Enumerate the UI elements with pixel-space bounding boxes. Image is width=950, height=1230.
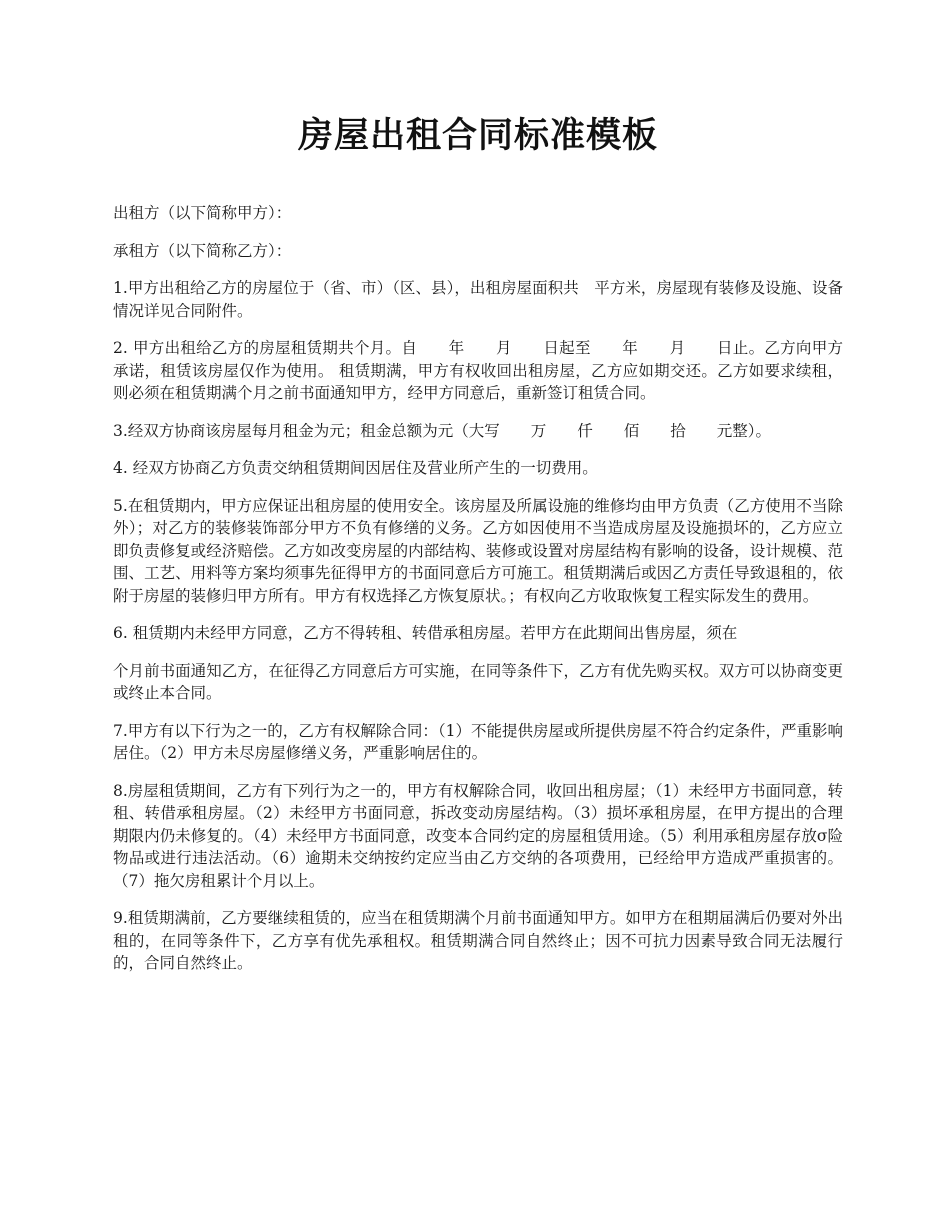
clause-3: 3.经双方协商该房屋每月租金为元；租金总额为元（大写 万 仟 佰 拾 元整）。 [113,421,772,440]
clause-6-continued: 个月前书面通知乙方，在征得乙方同意后方可实施，在同等条件下，乙方有优先购买权。双方可以协商变更或终止本合同。 [113,661,843,702]
party-lessee: 承租方（以下简称乙方）： [113,241,292,260]
clause-8: 8.房屋租赁期间，乙方有下列行为之一的，甲方有权解除合同，收回出租房屋；（1）未经甲方书面同意，转租、转借承租房屋。（2）未经甲方书面同意，拆改变动房屋结构。（3）损坏承租房屋，在甲方提出的合理期限内仍未修复的。（4）未经甲方书面同意，改变本合同约定的房屋租赁用途。（5）利用承租房屋存放σ险物品或进行违法活动。（6）逾期未交纳按约定应当由乙方交纳的各项费用，已经给甲方造成严重损害的。（7）拖欠房租累计个月以上。 [113,781,843,890]
clause-9: 9.租赁期满前，乙方要继续租赁的，应当在租赁期满个月前书面通知甲方。如甲方在租期届满后仍要对外出租的，在同等条件下，乙方享有优先承租权。租赁期满合同自然终止；因不可抗力因素导致合同无法履行的，合同自然终止。 [113,909,843,972]
clause-7: 7.甲方有以下行为之一的，乙方有权解除合同：（1）不能提供房屋或所提供房屋不符合约定条件，严重影响居住。（2）甲方未尽房屋修缮义务，严重影响居住的。 [113,721,843,762]
party-lessor: 出租方（以下简称甲方）： [113,204,292,222]
document-title: 房屋出租合同标准模板 [297,115,658,156]
clause-4: 4. 经双方协商乙方负责交纳租赁期间因居住及营业所产生的一切费用。 [113,459,598,477]
clause-1: 1.甲方出租给乙方的房屋位于（省、市）（区、县），出租房屋面积共 平方米，房屋现有装修及设施、设备情况详见合同附件。 [113,279,843,320]
clause-6: 6. 租赁期内未经甲方同意，乙方不得转租、转借承租房屋。若甲方在此期间出售房屋，须在 [113,624,738,642]
document-page [113,108,843,990]
clause-2: 2. 甲方出租给乙方的房屋租赁期共个月。自 年 月 日起至 年 月 日止。乙方向甲方承诺，租赁该房屋仅作为使用。 租赁期满，甲方有权收回出租房屋，乙方应如期交还。乙方如要求续租，则必须在租赁期满个月之前书面通知甲方，经甲方同意后，重新签订租赁合同。 [113,339,843,402]
clause-5: 5.在租赁期内，甲方应保证出租房屋的使用安全。该房屋及所属设施的维修均由甲方负责（乙方使用不当除外）；对乙方的装修装饰部分甲方不负有修缮的义务。乙方如因使用不当造成房屋及设施损坏的，乙方应立即负责修复或经济赔偿。乙方如改变房屋的内部结构、装修或设置对房屋结构有影响的设备，设计规模、范围、工艺、用料等方案均须事先征得甲方的书面同意后方可施工。租赁期满后或因乙方责任导致退租的，依附于房屋的装修归甲方所有。甲方有权选择乙方恢复原状。；有权向乙方收取恢复工程实际发生的费用。 [113,496,843,605]
